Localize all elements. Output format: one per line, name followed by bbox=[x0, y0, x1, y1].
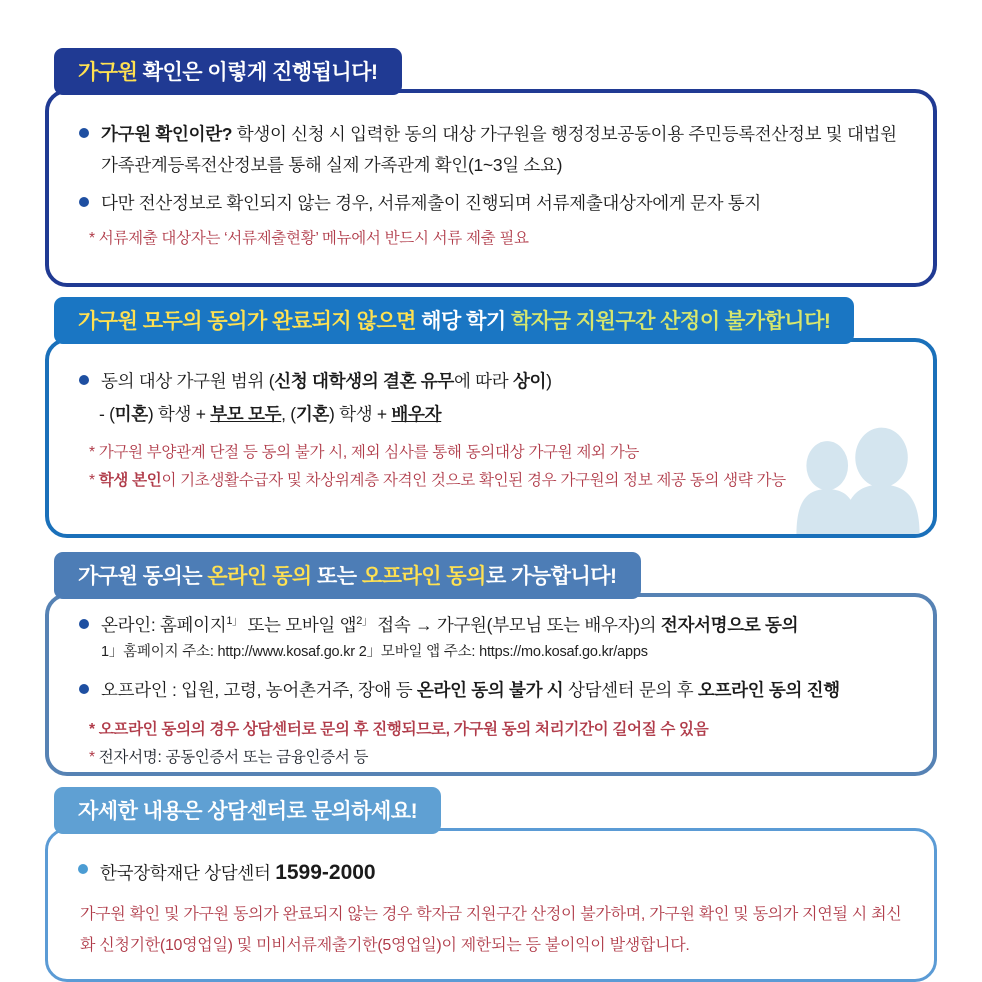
header-highlight: 오프라인 동의 bbox=[361, 565, 486, 588]
section-3-header-tab bbox=[54, 552, 641, 599]
section-contact-center bbox=[45, 787, 937, 982]
footnote-text: * 가구원 부양관계 단절 등 동의 불가 시, 제외 심사를 통해 동의대상 가구원 제외 가능 bbox=[89, 444, 640, 462]
section-household-verification bbox=[45, 48, 937, 287]
contact-label: 한국장학재단 상담센터 bbox=[100, 862, 276, 883]
header-highlight: 가구원 bbox=[78, 61, 138, 84]
section-consent-methods bbox=[45, 552, 937, 776]
section-consent-required bbox=[45, 297, 937, 538]
bullet-lead-bold: 가구원 확인이란? bbox=[101, 124, 233, 144]
section-2-box bbox=[45, 338, 937, 538]
header-highlight: 온라인 동의 bbox=[207, 565, 312, 588]
section-4-header-tab bbox=[54, 787, 441, 834]
header-text: 로 가능합니다! bbox=[485, 565, 617, 588]
bullet-text: 에 따라 bbox=[453, 371, 513, 391]
bullet-bold: 온라인 동의 불가 시 bbox=[416, 680, 564, 701]
bullet-text: 동의 대상 가구원 범위 ( bbox=[101, 371, 275, 391]
url-note: 1」홈페이지 주소: http://www.kosaf.go.kr 2」모바일 앱 주소: https://mo.kosaf.go.kr/apps bbox=[101, 643, 648, 660]
bullet-text: 상담센터 문의 후 bbox=[563, 680, 698, 701]
phone-number: 1599-2000 bbox=[275, 860, 376, 884]
bullet-text: 온라인: 홈페이지 bbox=[101, 615, 227, 635]
header-highlight-green: 학자금 지원구간 산정이 불가합니다! bbox=[511, 310, 831, 333]
header-text: 해당 학기 bbox=[415, 310, 512, 333]
bullet-text: 접속 → 가구원(부모님 또는 배우자)의 bbox=[372, 615, 661, 635]
header-text: 자세한 내용은 상담센터로 문의하세요! bbox=[78, 799, 418, 823]
footnote-text: * 학생 본인이 기초생활수급자 및 차상위계층 자격인 것으로 확인된 경우 가구원의 정보 제공 동의 생략 가능 bbox=[89, 472, 786, 490]
section-1-box bbox=[45, 89, 937, 287]
bullet-item bbox=[79, 119, 903, 180]
footnote-text: * 전자서명: 공동인증서 또는 금융인증서 등 bbox=[89, 748, 369, 766]
footnote-marker: 2」 bbox=[356, 615, 373, 628]
bullet-bold: 전자서명으로 동의 bbox=[660, 615, 799, 635]
section-1-header-tab bbox=[54, 48, 402, 95]
footnote-text: * 오프라인 동의의 경우 상담센터로 문의 후 진행되므로, 가구원 동의 처리기간이 길어질 수 있음 bbox=[89, 720, 709, 738]
asterisk: * bbox=[89, 748, 99, 766]
footnote-marker: 1」 bbox=[226, 615, 243, 628]
bullet-dot-icon bbox=[79, 375, 89, 385]
bullet-dot-icon bbox=[79, 684, 89, 694]
bullet-text: ) bbox=[546, 371, 552, 391]
bullet-text: 학생이 신청 시 입력한 동의 대상 가구원을 행정정보공동이용 주민등록전산정보 및 대법원 가족관계등록전산정보를 통해 실제 가족관계 확인(1~3일 소요) bbox=[101, 124, 897, 175]
bullet-item bbox=[79, 610, 903, 663]
bullet-bold: 상이 bbox=[512, 371, 547, 391]
bullet-item bbox=[79, 675, 903, 706]
bullet-item bbox=[79, 188, 903, 219]
header-highlight: 가구원 모두의 동의가 완료되지 않으면 bbox=[78, 310, 416, 333]
header-text: 또는 bbox=[311, 565, 362, 588]
bullet-text: 오프라인 : 입원, 고령, 농어촌거주, 장애 등 bbox=[101, 680, 417, 701]
section-4-box bbox=[45, 828, 937, 982]
section-3-box bbox=[45, 593, 937, 776]
bullet-bold: 오프라인 동의 진행 bbox=[697, 680, 840, 701]
warning-text: 가구원 확인 및 가구원 동의가 완료되지 않는 경우 학자금 지원구간 산정이 불가하며, 가구원 확인 및 동의가 지연될 시 최신화 신청기한(10영업일) 및 미비서류제출기한(5영업일)이 제한되는 등 불이익이 발생합니다. bbox=[80, 906, 902, 955]
scope-detail-line: - (미혼) 학생 + 부모 모두, (기혼) 학생 + 배우자 bbox=[99, 403, 442, 424]
section-2-header-tab bbox=[54, 297, 854, 344]
bullet-text: 또는 모바일 앱 bbox=[242, 615, 357, 635]
bullet-dot-icon bbox=[78, 864, 88, 874]
bullet-text: 다만 전산정보로 확인되지 않는 경우, 서류제출이 진행되며 서류제출대상자에게 문자 통지 bbox=[101, 193, 762, 214]
header-text: 확인은 이렇게 진행됩니다! bbox=[137, 61, 378, 84]
bullet-item bbox=[79, 366, 903, 397]
bullet-dot-icon bbox=[79, 197, 89, 207]
header-text: 가구원 동의는 bbox=[78, 565, 208, 588]
bullet-dot-icon bbox=[79, 128, 89, 138]
footnote-text: * 서류제출 대상자는 ‘서류제출현황’ 메뉴에서 반드시 서류 제출 필요 bbox=[89, 229, 529, 247]
bullet-item bbox=[78, 855, 904, 892]
bullet-bold: 신청 대학생의 결혼 유무 bbox=[274, 371, 454, 391]
bullet-dot-icon bbox=[79, 619, 89, 629]
